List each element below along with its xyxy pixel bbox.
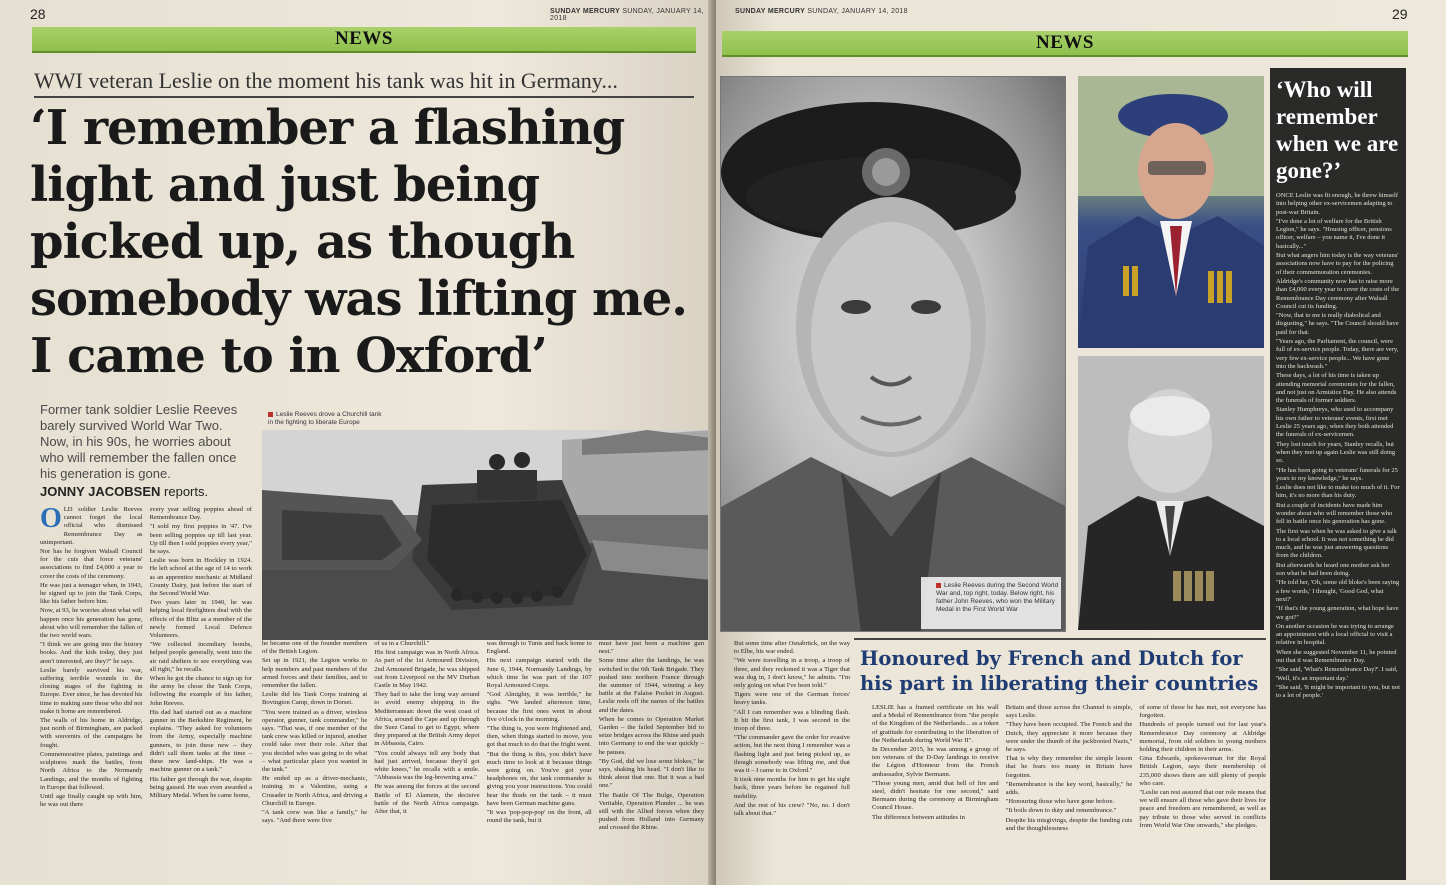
colC-p5: "Honouring those who have gone before. (1005, 798, 1115, 806)
col1-p7: The walls of his home in Aldridge, just north of Birmingham, are packed with souvenirs of the campaigns he fought. (40, 717, 143, 749)
colA-p5: "The commander gave the order for evasive action, but the next thing I remember was a flashing light and just being picked up, as though somebody was lifting me, and that was it – I came to in Oxford." (734, 734, 850, 775)
col5-p6: "It was 'pop-pop-pop' on the front, all round the tank, but it (486, 809, 592, 825)
strap-date: SUNDAY, JANUARY 14, 2018 (550, 8, 704, 22)
section-bar (32, 27, 696, 53)
sidebar-p16: "If that's the young generation, what hope have we got?" (1276, 605, 1399, 621)
colC-p4: "Remembrance is the key word, basically," he adds. (1005, 780, 1133, 797)
column-4 (374, 640, 479, 880)
colC-p6: "It boils down to duty and remembrance." (1005, 807, 1117, 815)
col3-p4: "You were trained as a driver, wireless operator, gunner, tank commander," he says. "That was, if one member of the tank crew was killed or injured, another could take over their role. After that you decided who was going to do what – what particular place you wanted in the tank." (262, 708, 368, 774)
body-columns-a (40, 506, 252, 878)
col2-p1: every year selling poppies ahead of Remembrance Day. (149, 506, 252, 522)
right-body-columns (872, 704, 1266, 880)
sidebar-p1: ONCE Leslie was fit enough, he threw himself into helping other ex-servicemen adapting to post-war Britain. (1276, 192, 1399, 216)
col5-p2: His next campaign started with the June 6, 1944, Normandy Landings, by which time he was part of the 107 Royal Armoured Corps. (486, 657, 592, 690)
page-number: 28 (30, 6, 46, 22)
right-page-number: 29 (1392, 6, 1408, 22)
section-label: NEWS (335, 28, 393, 49)
column-c (1006, 704, 1133, 880)
portrait-caption (936, 582, 1061, 614)
col5-p1: was through to Tunis and back home to England. (486, 640, 592, 656)
standfirst: Former tank soldier Leslie Reeves barely survived World War Two. Now, in his 90s, he worries about who will remember the fallen once his generation is gone. (40, 402, 238, 481)
sidebar-p11: Leslie does not like to make too much of it. For him, it's no more than his duty. (1276, 484, 1400, 500)
soldier-portrait-illustration (721, 77, 1066, 632)
byline (40, 484, 250, 499)
sidebar-p2: "I've done a lot of welfare for the British Legion," he says. "Housing officer, pensions officer, welfare – you name it, I've done it basically..." (1276, 217, 1392, 250)
strap-paper: SUNDAY MERCURY (550, 8, 621, 15)
col1-p6: Leslie barely survived his war, suffering terrible wounds in the closing stages of the fighting in Europe. Ever since, he has devoted his time to making sure those who did not make it home are remembered. (40, 666, 143, 715)
col1-p1: LD soldier Leslie Reeves cannot forget the local official who dismissed Remembrance Day as unimportant. (40, 506, 143, 546)
column-b (872, 704, 999, 880)
column-3 (262, 640, 367, 880)
sidebar-p13: The first was when he was asked to give a talk to a local school. It was not something he did much, and he was just answering questions from the children. (1276, 527, 1397, 560)
column-1 (40, 506, 143, 878)
caption-marker (268, 412, 273, 417)
colA-p7: And the rest of his crew? "No, no. I don't talk about that." (734, 801, 850, 818)
col4-p5: He was among the forces at the second Battle of El Alamein, the decisive battle of the North Africa campaign. After that, it (374, 783, 480, 816)
colA-p4: "All I can remember was a blinding flash. It hit the first tank, I was second in the troop of three. (734, 708, 850, 733)
col3-p6: "A tank crew was like a family," he says. "And there were five (262, 809, 368, 825)
colB-p1: LESLIE has a framed certificate on his wall and a Medal of Remembrance from "the people of the Kingdom of the Netherlands... as a token of gratitude for contributing to the liberation of the Netherlands during World War II". (872, 704, 999, 744)
headline: ‘I remember a flashing light and just being picked up, as though somebody was lifting me. I came to in Oxford’ (30, 100, 687, 384)
colC-p7: Despite his misgivings, despite the funding cuts and the thoughtlessness (1005, 816, 1133, 832)
veteran-today-photo (1078, 76, 1264, 348)
body-columns-b (262, 640, 704, 880)
sidebar-box (1270, 68, 1406, 880)
colC-p1: Britain and those across the Channel is simple, says Leslie. (1005, 704, 1133, 720)
col6-p1: must have just been a machine gun nest." (598, 640, 704, 656)
honoured-headline: Honoured by French and Dutch for his part in liberating their countries (860, 647, 1259, 695)
colA-p6: It took nine months for him to get his sight back, three years before he regained full mobility. (734, 776, 850, 800)
colA-p1: But some time after Osnabrück, on the way to Elbe, his war ended. (734, 640, 850, 656)
left-page (0, 0, 712, 885)
photo-caption (268, 411, 388, 427)
column-d (1139, 704, 1266, 880)
colA-p3: Tigers were one of the German forces' heavy tanks. (734, 691, 850, 707)
photo-caption-text: Leslie Reeves drove a Churchill tank in the fighting to liberate Europe (268, 411, 382, 426)
byline-name: JONNY JACOBSEN (40, 484, 161, 499)
col4-p2: His first campaign was in North Africa. As part of the 1st Armoured Division, 2nd Armoured Brigade, he was shipped out from Liverpool on the MV Durban Castle in May 1942. (374, 649, 480, 690)
sidebar-p3: But what angers him today is the way veterans' associations now have to pay for the policing of their commemoration ceremonies. (1276, 252, 1399, 276)
col1-p3: He was just a teenager when, in 1943, he signed up to join the Tank Corps, like his father before him. (40, 581, 143, 606)
colB-p2: In December 2015, he was among a group of ten veterans of the D-Day landings to receive the Légion d'Honneur from the French ambassador, Sylvie Bermann. (872, 746, 999, 778)
sidebar-p18: When she suggested November 11, he pointed out that it was Remembrance Day. (1276, 648, 1397, 665)
sidebar-p4: Aldridge's community now has to raise more than £4,000 every year to cover the costs of the Remembrance Day ceremony after Walsall Council cut its funding. (1276, 277, 1400, 310)
kicker: WWI veteran Leslie on the moment his tank was hit in Germany... (34, 68, 694, 98)
portrait-caption-marker (936, 583, 941, 588)
sidebar-title: ‘Who will remember when we are gone?’ (1276, 77, 1399, 183)
colD-p3: Gina Edwards, spokeswoman for the Royal British Legion, says their membership of 235,000 shows there are still plenty of people who care. (1139, 755, 1267, 787)
tank-illustration (262, 430, 712, 640)
sidebar-p12: But a couple of incidents have made him wonder about who will remember those who fell in battle once his generation has gone. (1276, 501, 1393, 526)
col5-p3: "God Almighty, it was terrible," he sighs. "We landed afternoon time, because the first ones went in about five o'clock in the morning. (486, 691, 592, 723)
col3-p2: Set up in 1921, the Legion works to help members and past members of the armed forces and their families, and to remember the fallen. (262, 657, 368, 690)
col2-p5: "We collected incendiary bombs, helped people generally, went into the air raid shelters to see everything was all right," he recalls. (149, 641, 252, 673)
column-5 (487, 640, 592, 880)
colD-p1: of some of those he has met, not everyone has forgotten. (1139, 704, 1267, 720)
col5-p4: "The thing is, you were frightened and, then, when things started to move, you got that much to do that the fright went. (486, 725, 592, 749)
honoured-rule (854, 638, 1266, 640)
col1-p4: Now, at 93, he worries about what will happen once his generation has gone, about who will remember the fallen of the two world wars. (40, 607, 143, 640)
colA-p2: "We were travelling in a troop, a troop of three, and they reckoned it was a Tiger that was dug in, I don't know," he admits. "I'm only going on what I've been told." (734, 657, 850, 690)
col1-p8: Commemorative plates, paintings and sculptures mark the battles, from North Africa to the Normandy Landings, and the months of fighting in Europe that followed. (40, 750, 143, 791)
father-illustration (1078, 356, 1264, 630)
sidebar-p10: "He has been going to veterans' funerals for 25 years to my knowledge," he says. (1276, 466, 1398, 482)
masthead-strap (550, 8, 712, 22)
colD-p2: Hundreds of people turned out for last year's Remembrance Day ceremony at Aldridge memorial, from old soldiers to young mothers holding their children in their arms. (1139, 721, 1267, 754)
wartime-portrait (720, 76, 1066, 632)
byline-rest: reports. (164, 484, 209, 499)
sidebar-p6: "Years ago, the Parliament, the council, were full of ex-service people. Today, there are very, very few ex-service people... We have gone into the backwash." (1276, 338, 1399, 370)
col6-p5: The Battle Of The Bulge, Operation Veritable, Operation Plunder ... he was still with the Allied forces when they pushed from Holland into Germany and crossed the Rhine. (598, 791, 704, 832)
portrait-caption-text: Leslie Reeves during the Second World War and, top right, today. Below right, his father John Reeves, who won the Military Medal in the First World War (936, 582, 1059, 613)
col6-p2: Some time after the landings, he was switched to the 6th Tank Brigade. They pushed into northern France through the summer of 1944, winning a key battle at the Falaise Pocket in August. Leslie reels off the names of the battles and the dates. (598, 657, 704, 714)
sidebar-p7: These days, a lot of his time is taken up attending memorial ceremonies for the fallen, and not just on Armistice Day. He also attends the funerals of former soldiers. (1276, 372, 1397, 405)
sidebar-p5: "Now, that to me is really diabolical and disgusting," he says. "The Council should have paid for that. (1276, 312, 1399, 336)
column-2 (150, 506, 253, 878)
sidebar-p14: But afterwards he heard one mother ask her son what he had been doing. (1276, 561, 1390, 578)
col1-p9: Until age finally caught up with him, he was out there (40, 792, 143, 809)
colC-p3: That is why they remember the simple lesson that he fears too many in Britain have forgotten. (1005, 755, 1133, 779)
col6-p4: "By God, did we lose some blokes," he says, shaking his head. "I don't like to think about that one. But it was a bad one." (598, 757, 704, 790)
tank-photo (262, 430, 712, 640)
sidebar-text (1276, 192, 1400, 701)
right-section-bar (722, 31, 1408, 57)
father-photo (1078, 356, 1264, 630)
sidebar-p19: "She said, 'What's Remembrance Day?'. I said, 'Well, it's an important day.' (1276, 666, 1398, 682)
col4-p4: "You could always tell any body that had just arrived, because they'd got white knees," he recalls with a smile. "Abbassia was the leg-browning area." (374, 749, 480, 782)
colD-p4: "Leslie can rest assured that our role means that we will ensure all those who gave their lives for peace and freedom are remembered, as well as pay tribute to those who served in conflicts from World War One onwards," she pledges. (1139, 789, 1267, 829)
sidebar-p15: "He told her, 'Oh, some old bloke's been saying a few words,' I thought, 'Good God, what next?' (1276, 579, 1400, 603)
col4-p1: of us in a Churchill." (374, 640, 430, 647)
col3-p5: He ended up as a driver-mechanic, training in a Valentine, using a Crusader in North Africa, and driving a Churchill in Europe. (262, 775, 368, 807)
column-a (734, 640, 850, 880)
right-strap-paper: SUNDAY MERCURY (735, 8, 806, 15)
drop-cap: O (40, 506, 62, 534)
col1-p2: Nor has he forgiven Walsall Council for the cuts that force veterans' associations to find £4,000 a year to cover the costs of the ceremony. (40, 548, 143, 580)
col6-p3: When he comes to Operation Market Garden – the failed September bid to seize bridges across the Rhine and push into Germany to end the war quickly – he pauses. (598, 715, 704, 756)
col2-p3: Leslie was born in Hockley in 1924. He left school at the age of 14 to work as an apprentice mechanic at Midland County Dairy, just before the start of the Second World War. (149, 557, 252, 598)
colB-p3: "Those young men, amid that hell of fire and steel, didn't hesitate for one second," said Bermann during the ceremony at Birmingham Council House. (872, 779, 999, 812)
sidebar-p17: On another occasion he was trying to arrange an appointment with a local official to visit a relative in hospital. (1276, 622, 1394, 647)
col5-p5: "But the thing is this, you didn't have much time to look at it because things were going on. You've got your headphones on, the tank commander is giving you your instructions. You could hear the thuds on the tank – it must have been German machine guns. (486, 750, 592, 807)
sidebar-p8: Stanley Humphreys, who used to accompany his own father to veterans' events, first met Leslie 25 years ago, when they both attended the funerals of ex-servicemen. (1276, 406, 1394, 439)
col4-p3: They had to take the long way around to avoid enemy shipping in the Mediterranean: down the west coast of Africa, around the Cape and up through the Suez Canal to get to Egypt, where they prepared at the British Army depot in Abbassia, Cairo. (374, 691, 480, 748)
sidebar-p9: They lost touch for years, Stanley recalls, but when they met up again Leslie was still doing so. (1276, 440, 1396, 465)
col2-p4: Two years later in 1940, he was helping local firefighters deal with the effects of the Blitz as a member of the newly formed Local Defence Volunteers. (149, 599, 252, 640)
col2-p6: When he got the chance to sign up for the army he chose the Tank Corps, following the example of his father, John Reeves. (149, 675, 252, 707)
col3-p3: Leslie did his Tank Corps training at Bovington Camp, down in Dorset. (262, 691, 368, 707)
colC-p2: "They have been occupied. The French and the Dutch, they appreciate it more because they were under the thumb of the jackbooted Nazis," he says. (1005, 721, 1133, 754)
right-masthead-strap (735, 8, 908, 15)
right-strap-date: SUNDAY, JANUARY 14, 2018 (807, 8, 908, 15)
sidebar-p20: "She said, 'It might be important to you, but not to a lot of people.' (1276, 683, 1400, 700)
col1-p5: "I think we are going into the history books. And the kids today, they just aren't interested, are they?" he says. (40, 641, 143, 665)
right-body-column-a (734, 640, 850, 880)
col2-p7: His dad had started out as a machine gunner in the Berkshire Regiment, he explains. "They asked for volunteers from the Army, especially machine gunners, to join these new – they didn't call them tanks at the time – these new land-ships. He was a machine gunner on a tank." (149, 708, 252, 774)
right-section-label: NEWS (1036, 32, 1094, 53)
column-6 (599, 640, 704, 880)
col2-p2: "I sold my first poppies in '47. I've been selling poppies up till last year. Up till then I sold poppies every year," he says. (149, 523, 252, 556)
colB-p4: The difference between attitudes in (872, 813, 965, 821)
veteran-illustration (1078, 76, 1264, 348)
col3-p1: he became one of the founder members of the British Legion. (262, 640, 368, 656)
col2-p8: His father got through the war, despite being gassed. He was even awarded a Military Medal. When he came home, (149, 775, 252, 799)
